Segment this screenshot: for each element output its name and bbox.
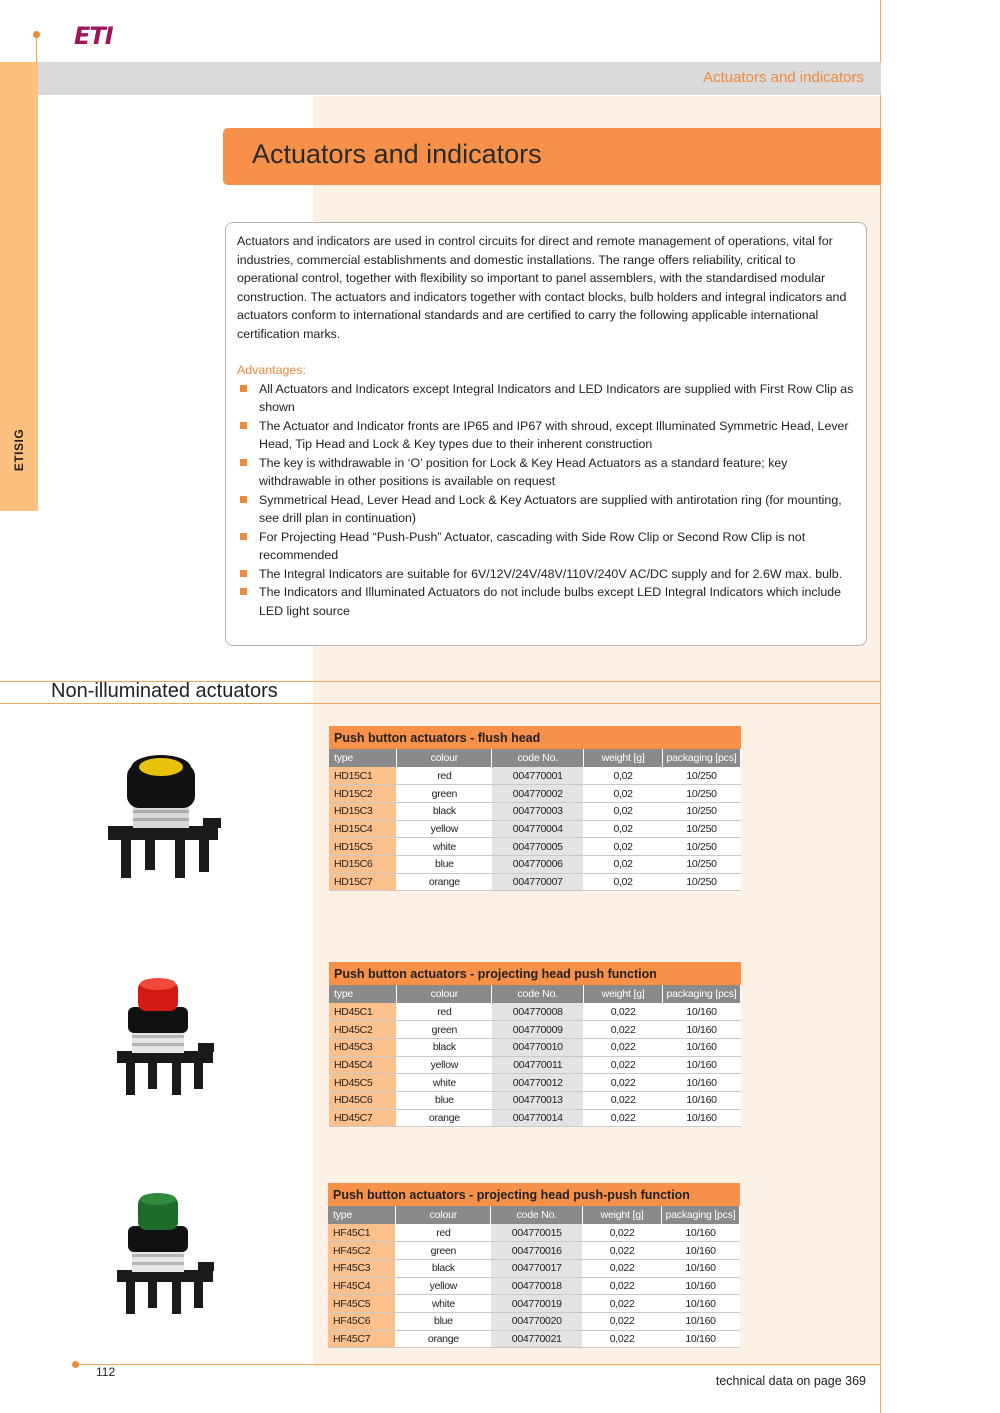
table-cell: 10/250 — [663, 873, 741, 891]
table-cell: 004770012 — [492, 1074, 584, 1092]
table-cell: 004770002 — [492, 785, 584, 803]
section-title: Actuators and indicators — [252, 139, 542, 169]
column-header: packaging [pcs] — [663, 985, 741, 1003]
table-row — [329, 785, 741, 803]
table-cell: HF45C6 — [328, 1312, 396, 1330]
table-cell: orange — [396, 1330, 491, 1348]
table-cell: 0,022 — [583, 1259, 662, 1277]
table-cell: white — [396, 1295, 491, 1313]
footer-line — [75, 1364, 881, 1365]
column-header: weight [g] — [584, 985, 663, 1003]
table-row — [329, 838, 741, 856]
table-cell: 10/250 — [663, 855, 741, 873]
table-cell: 10/160 — [663, 1038, 741, 1056]
header-bar — [38, 62, 881, 95]
table-cell: 10/160 — [663, 1056, 741, 1074]
table-cell: green — [397, 785, 492, 803]
table-cell: HD45C4 — [329, 1056, 397, 1074]
table-cell: yellow — [396, 1277, 491, 1295]
table-cell: 10/160 — [662, 1242, 740, 1260]
table-cell: 0,022 — [584, 1074, 663, 1092]
flush-head-button-picture — [103, 748, 228, 883]
table-cell: 10/160 — [663, 1074, 741, 1092]
table-cell: green — [396, 1242, 491, 1260]
table-cell: HF45C7 — [328, 1330, 396, 1348]
table-cell: 10/160 — [662, 1330, 740, 1348]
table-row — [329, 855, 741, 873]
table-cell: 0,02 — [584, 802, 663, 820]
column-header: code No. — [491, 1206, 583, 1224]
table-cell: 004770020 — [491, 1312, 583, 1330]
brand-logo: ETI — [74, 22, 113, 50]
table-cell: 004770009 — [492, 1021, 584, 1039]
push-push-button-picture — [112, 1190, 227, 1320]
table-cell: 004770004 — [492, 820, 584, 838]
intro-box — [225, 222, 867, 646]
column-header: colour — [397, 985, 492, 1003]
table-cell: 10/250 — [663, 785, 741, 803]
column-header: packaging [pcs] — [663, 749, 741, 767]
table-cell: 004770016 — [491, 1242, 583, 1260]
table-cell: HD15C4 — [329, 820, 397, 838]
table-cell: green — [397, 1021, 492, 1039]
table-cell: 0,022 — [584, 1021, 663, 1039]
table-cell: 0,022 — [584, 1003, 663, 1021]
table-cell: HD15C3 — [329, 802, 397, 820]
table-cell: red — [397, 767, 492, 785]
table-title: Push button actuators - projecting head push-push function — [328, 1183, 740, 1206]
table-title: Push button actuators - flush head — [329, 726, 741, 749]
table-cell: blue — [397, 855, 492, 873]
table-row — [329, 873, 741, 891]
table-title: Push button actuators - projecting head push function — [329, 962, 741, 985]
product-table — [329, 726, 741, 891]
table-cell: 004770010 — [492, 1038, 584, 1056]
table-cell: 004770014 — [492, 1109, 584, 1127]
table-row — [329, 802, 741, 820]
table-row — [328, 1295, 740, 1313]
table-cell: HD45C7 — [329, 1109, 397, 1127]
column-header: colour — [396, 1206, 491, 1224]
column-header: code No. — [492, 985, 584, 1003]
table-cell: 004770003 — [492, 802, 584, 820]
table-cell: HF45C3 — [328, 1259, 396, 1277]
table-cell: 004770007 — [492, 873, 584, 891]
top-dot-icon — [33, 31, 40, 38]
table-cell: 004770001 — [492, 767, 584, 785]
table-cell: 0,02 — [584, 855, 663, 873]
column-header: weight [g] — [583, 1206, 662, 1224]
table-cell: 004770013 — [492, 1091, 584, 1109]
table-row — [329, 1109, 741, 1127]
table-cell: 0,022 — [584, 1091, 663, 1109]
table-cell: HD45C3 — [329, 1038, 397, 1056]
table-cell: white — [397, 1074, 492, 1092]
advantages-title: Advantages: — [237, 363, 306, 377]
table-cell: 0,022 — [584, 1056, 663, 1074]
table-cell: HD15C1 — [329, 767, 397, 785]
table-cell: 004770021 — [491, 1330, 583, 1348]
table-cell: 004770015 — [491, 1224, 583, 1242]
advantage-item: The Indicators and Illuminated Actuators do not include bulbs except LED Integral Indicators which include LED light source — [237, 583, 855, 620]
projecting-head-button-picture — [112, 975, 227, 1100]
table-cell: 0,022 — [583, 1242, 662, 1260]
table-row — [329, 1003, 741, 1021]
table-cell: 0,02 — [584, 785, 663, 803]
table-cell: HD15C6 — [329, 855, 397, 873]
table-row — [328, 1330, 740, 1348]
table-cell: 10/160 — [663, 1109, 741, 1127]
table-cell: 004770011 — [492, 1056, 584, 1074]
column-header: type — [329, 749, 397, 767]
table-cell: red — [397, 1003, 492, 1021]
table-row — [329, 767, 741, 785]
table-cell: 10/160 — [663, 1091, 741, 1109]
table-cell: 004770018 — [491, 1277, 583, 1295]
table-row — [329, 1074, 741, 1092]
table-cell: 004770008 — [492, 1003, 584, 1021]
table-cell: HF45C1 — [328, 1224, 396, 1242]
advantage-item: All Actuators and Indicators except Integral Indicators and LED Indicators are supplied with First Row Clip as shown — [237, 380, 855, 417]
column-header: type — [328, 1206, 396, 1224]
table-cell: HF45C4 — [328, 1277, 396, 1295]
table-cell: 004770006 — [492, 855, 584, 873]
table-cell: 10/250 — [663, 767, 741, 785]
page-number: 112 — [96, 1365, 116, 1379]
table-cell: 0,022 — [583, 1295, 662, 1313]
subsection-title: Non-illuminated actuators — [51, 680, 278, 702]
table-cell: yellow — [397, 820, 492, 838]
table-cell: blue — [397, 1091, 492, 1109]
advantage-item: The key is withdrawable in ‘O’ position for Lock & Key Head Actuators as a standard feature; key withdrawable in other positions is available on request — [237, 454, 855, 491]
table-cell: 10/160 — [663, 1003, 741, 1021]
left-accent-line — [36, 34, 37, 64]
advantage-item: The Integral Indicators are suitable for 6V/12V/24V/48V/110V/240V AC/DC supply and for 2.6W max. bulb. — [237, 565, 855, 584]
section-divider-bottom — [0, 703, 880, 704]
table-cell: 0,02 — [584, 838, 663, 856]
advantage-item: For Projecting Head “Push-Push” Actuator, cascading with Side Row Clip or Second Row Clip is not recommended — [237, 528, 855, 565]
table-cell: black — [397, 802, 492, 820]
table-cell: black — [397, 1038, 492, 1056]
product-table — [328, 1183, 740, 1348]
column-header: code No. — [492, 749, 584, 767]
advantages-list — [237, 380, 855, 621]
table-cell: 10/160 — [662, 1295, 740, 1313]
table-cell: 0,022 — [584, 1109, 663, 1127]
table-cell: 10/250 — [663, 820, 741, 838]
table-cell: 004770017 — [491, 1259, 583, 1277]
table-row — [329, 1056, 741, 1074]
header-title: Actuators and indicators — [703, 69, 864, 86]
table-cell: 004770005 — [492, 838, 584, 856]
section-banner — [223, 128, 881, 185]
table-cell: yellow — [397, 1056, 492, 1074]
advantage-item: Symmetrical Head, Lever Head and Lock & Key Actuators are supplied with antirotation ring (for mounting, see drill plan in continuation) — [237, 491, 855, 528]
table-row — [328, 1224, 740, 1242]
table-cell: 10/160 — [662, 1277, 740, 1295]
table-cell: 10/250 — [663, 838, 741, 856]
table-cell: HD45C6 — [329, 1091, 397, 1109]
table-cell: 0,022 — [583, 1277, 662, 1295]
table-cell: 0,022 — [583, 1224, 662, 1242]
table-cell: HD15C2 — [329, 785, 397, 803]
table-cell: HF45C5 — [328, 1295, 396, 1313]
table-cell: 10/160 — [662, 1312, 740, 1330]
table-cell: orange — [397, 1109, 492, 1127]
table-cell: 0,02 — [584, 767, 663, 785]
column-header: type — [329, 985, 397, 1003]
table-row — [329, 1091, 741, 1109]
table-cell: HD45C1 — [329, 1003, 397, 1021]
table-cell: red — [396, 1224, 491, 1242]
advantage-item: The Actuator and Indicator fronts are IP65 and IP67 with shroud, except Illuminated Symmetric Head, Lever Head, Tip Head and Lock & Key types due to their inherent construction — [237, 417, 855, 454]
table-cell: 0,022 — [583, 1330, 662, 1348]
intro-text: Actuators and indicators are used in control circuits for direct and remote management of operations, vital for industries, commercial establishments and domestic installations. The range offers reliability, critical to operational control, together with flexibility so important to panel assemblers, with the standardised modular construction. The actuators and indicators together with contact blocks, bulb holders and integral indicators and actuators conform to international standards and are certified to carry the following applicable international certification marks. — [237, 234, 847, 341]
table-cell: HD15C5 — [329, 838, 397, 856]
table-cell: 0,02 — [584, 873, 663, 891]
table-cell: blue — [396, 1312, 491, 1330]
sidebar-label: ETISIG — [12, 428, 26, 472]
table-cell: black — [396, 1259, 491, 1277]
table-cell: HD45C2 — [329, 1021, 397, 1039]
column-header: colour — [397, 749, 492, 767]
table-cell: HD45C5 — [329, 1074, 397, 1092]
table-row — [329, 820, 741, 838]
table-cell: 0,022 — [583, 1312, 662, 1330]
table-row — [329, 1038, 741, 1056]
table-row — [328, 1259, 740, 1277]
table-cell: 0,02 — [584, 820, 663, 838]
table-cell: 0,022 — [584, 1038, 663, 1056]
table-row — [329, 1021, 741, 1039]
table-row — [328, 1277, 740, 1295]
right-border-line — [880, 0, 881, 1413]
table-cell: 10/160 — [662, 1259, 740, 1277]
table-cell: 10/160 — [662, 1224, 740, 1242]
table-cell: 10/160 — [663, 1021, 741, 1039]
column-header: packaging [pcs] — [662, 1206, 740, 1224]
table-cell: HF45C2 — [328, 1242, 396, 1260]
column-header: weight [g] — [584, 749, 663, 767]
table-row — [328, 1312, 740, 1330]
product-table — [329, 962, 741, 1127]
table-cell: orange — [397, 873, 492, 891]
bottom-dot-icon — [72, 1361, 79, 1368]
table-cell: 10/250 — [663, 802, 741, 820]
table-cell: white — [397, 838, 492, 856]
footer-note: technical data on page 369 — [715, 1374, 866, 1388]
table-row — [328, 1242, 740, 1260]
table-cell: 004770019 — [491, 1295, 583, 1313]
table-cell: HD15C7 — [329, 873, 397, 891]
